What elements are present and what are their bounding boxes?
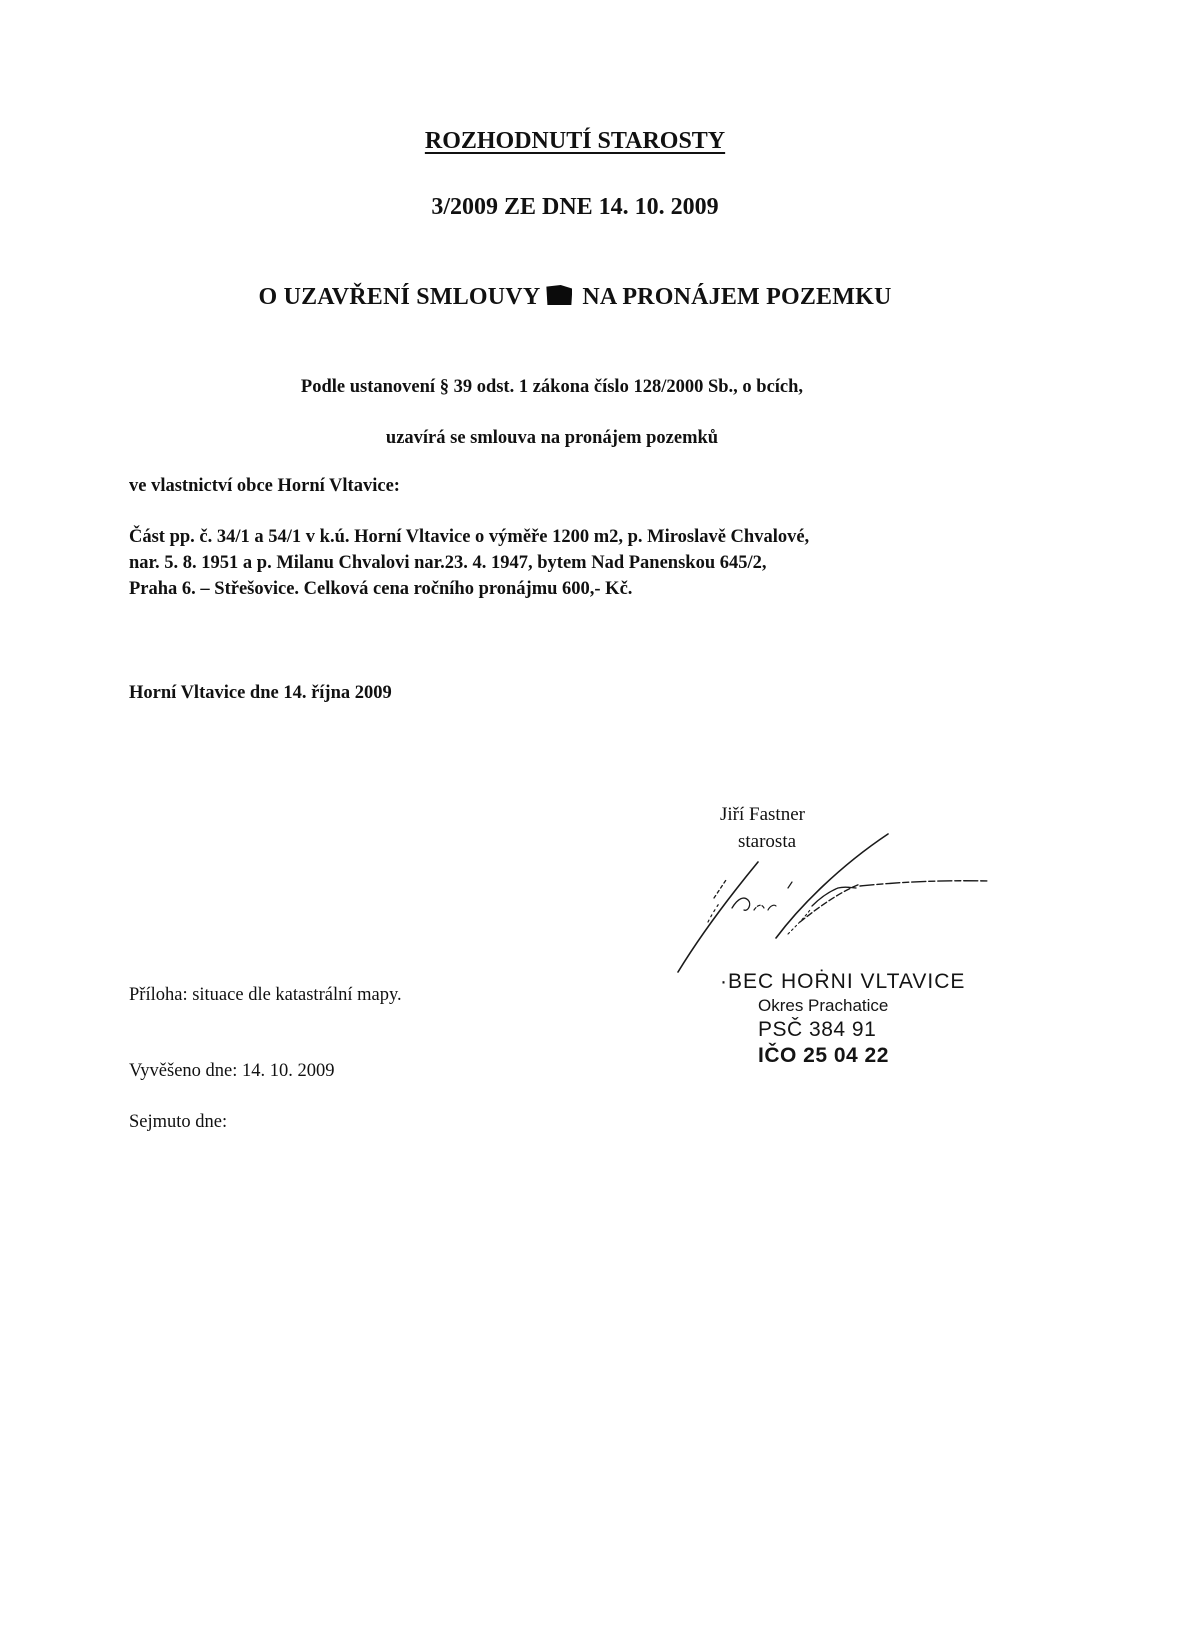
decision-number: 3/2009 ZE DNE 14. 10. 2009 [431, 194, 719, 220]
detail-line-3: Praha 6. – Střešovice. Celková cena ročního pronájmu 600,- Kč. [129, 579, 633, 599]
document-title: ROZHODNUTÍ STAROSTY [424, 128, 726, 154]
stamp-district: Okres Prachatice [758, 996, 889, 1015]
redaction-mark [546, 285, 572, 305]
removed-date: Sejmuto dne: [129, 1112, 228, 1132]
signer-role: starosta [738, 831, 797, 852]
decision-subject [0, 284, 1150, 311]
annex-note: Příloha: situace dle katastrální mapy. [129, 985, 402, 1005]
handwritten-signature [670, 826, 1000, 976]
detail-line-2: nar. 5. 8. 1951 a p. Milanu Chvalovi nar.23. 4. 1947, bytem Nad Panenskou 645/2, [129, 553, 767, 573]
ownership-line: ve vlastnictví obce Horní Vltavice: [129, 476, 400, 496]
stamp-company-id: IČO 25 04 22 [758, 1044, 889, 1067]
stamp-postal-code: PSČ 384 91 [758, 1018, 877, 1041]
stamp-municipality: ·BEC HOṘNI VLTAVICE [720, 970, 966, 993]
signer-name: Jiří Fastner [720, 804, 805, 825]
posted-date: Vyvěšeno dne: 14. 10. 2009 [129, 1061, 335, 1081]
subject-part-1: O UZAVŘENÍ SMLOUVY [258, 284, 541, 310]
contract-statement: uzavírá se smlouva na pronájem pozemků [385, 428, 719, 448]
subject-part-2: NA PRONÁJEM POZEMKU [582, 284, 892, 310]
official-stamp [720, 970, 1020, 1068]
legal-basis: Podle ustanovení § 39 odst. 1 zákona číslo 128/2000 Sb., o bcích, [300, 377, 804, 397]
place-and-date: Horní Vltavice dne 14. října 2009 [129, 683, 392, 703]
detail-line-1: Část pp. č. 34/1 a 54/1 v k.ú. Horní Vltavice o výměře 1200 m2, p. Miroslavě Chvalové, [129, 527, 810, 547]
